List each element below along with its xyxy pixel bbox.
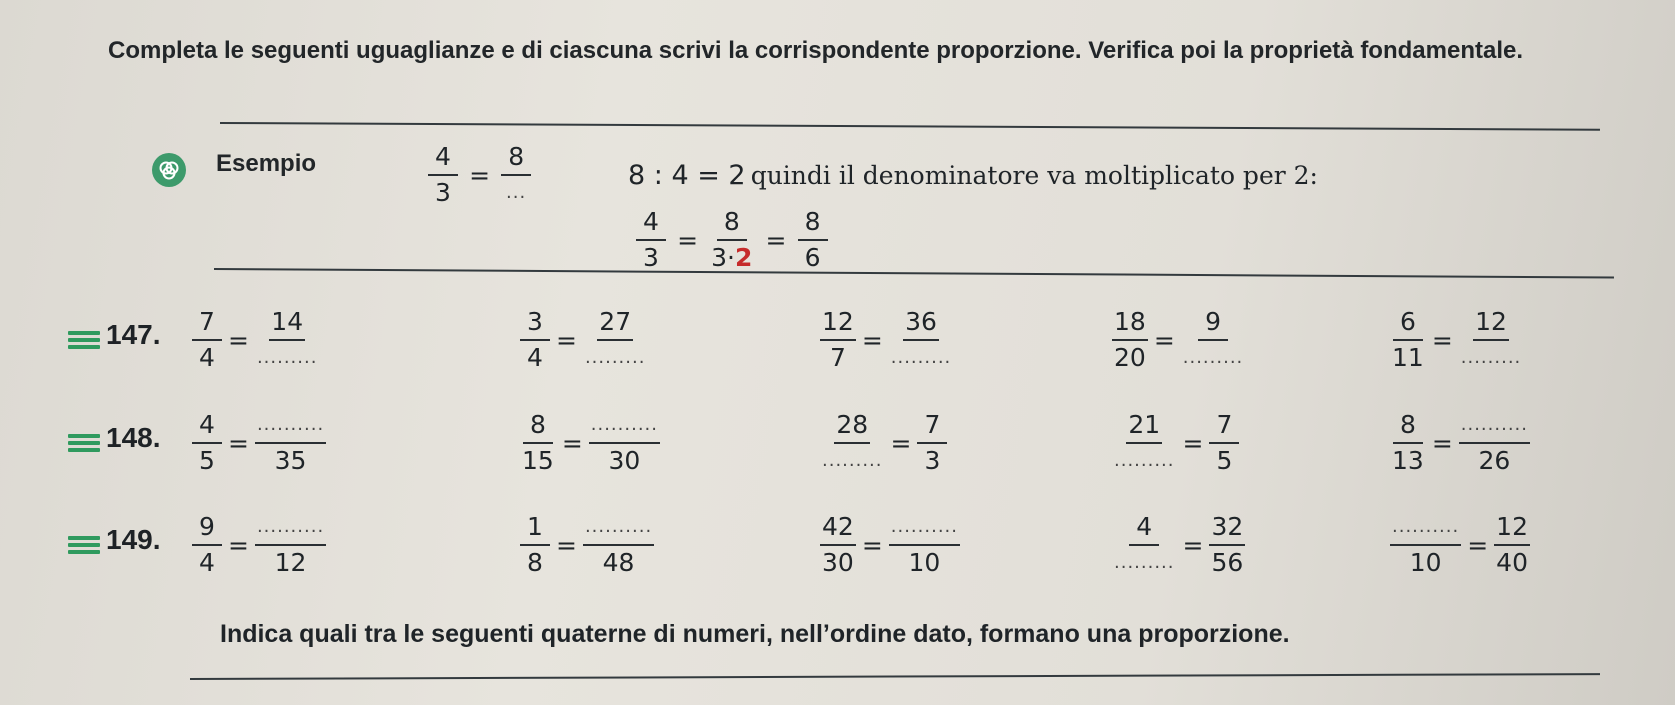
numerator: 21 bbox=[1126, 408, 1162, 444]
exercise-number-label bbox=[68, 524, 161, 556]
denominator: 3 bbox=[924, 446, 941, 475]
left-fraction bbox=[192, 305, 222, 375]
denominator: ......... bbox=[1114, 552, 1175, 573]
denominator: 15 bbox=[522, 446, 554, 475]
equation-item bbox=[520, 408, 660, 478]
right-fraction bbox=[889, 510, 960, 580]
numerator: 7 bbox=[917, 408, 947, 444]
left-fraction bbox=[520, 305, 550, 375]
denominator: 35 bbox=[274, 446, 307, 475]
numerator: 4 bbox=[192, 408, 222, 444]
step-fraction-3 bbox=[798, 205, 828, 275]
denominator: 20 bbox=[1114, 343, 1146, 372]
numerator: 1 bbox=[520, 510, 550, 546]
left-fraction bbox=[520, 510, 550, 580]
numerator: 18 bbox=[1112, 305, 1148, 341]
denominator-base: 3· bbox=[711, 243, 735, 272]
equation-item bbox=[820, 305, 953, 375]
equation-item bbox=[1112, 305, 1245, 375]
exercise-number: 147. bbox=[106, 319, 161, 350]
right-fraction bbox=[917, 408, 947, 478]
numerator: 9 bbox=[192, 510, 222, 546]
exercise-number-label bbox=[68, 422, 161, 454]
explanation-text: quindi il denominatore va moltiplicato per 2: bbox=[750, 161, 1318, 190]
equation-item bbox=[820, 510, 960, 580]
numerator: 7 bbox=[192, 305, 222, 341]
left-fraction bbox=[820, 305, 856, 375]
equals-sign: = bbox=[469, 160, 491, 190]
denominator: 30 bbox=[822, 548, 854, 577]
equals-sign: = bbox=[1182, 428, 1204, 458]
instructions: Completa le seguenti uguaglianze e di ciascuna scrivi la corrispondente proporzione. Verifica poi la proprietà fondamentale. bbox=[108, 37, 1524, 64]
numerator: .......... bbox=[255, 510, 326, 546]
left-fraction bbox=[192, 510, 222, 580]
right-fraction bbox=[583, 305, 648, 375]
equation-item bbox=[1390, 408, 1530, 478]
denominator: ......... bbox=[1114, 450, 1175, 471]
numerator: 8 bbox=[501, 140, 531, 176]
left-fraction bbox=[1390, 305, 1426, 375]
example-fraction-right bbox=[501, 140, 531, 210]
equals-sign: = bbox=[228, 428, 249, 458]
difficulty-lines-icon bbox=[68, 433, 100, 453]
left-fraction bbox=[520, 408, 556, 478]
equals-sign: = bbox=[1182, 530, 1204, 560]
denominator: 26 bbox=[1478, 446, 1511, 475]
numerator: 42 bbox=[820, 510, 856, 546]
denominator: 30 bbox=[608, 446, 641, 475]
numerator: .......... bbox=[1390, 510, 1461, 546]
exercise-number: 149. bbox=[106, 524, 161, 555]
top-rule bbox=[220, 122, 1600, 131]
numerator: .......... bbox=[589, 408, 660, 444]
equals-sign: = bbox=[556, 325, 577, 355]
equals-sign: = bbox=[1431, 325, 1453, 355]
equals-sign: = bbox=[561, 428, 583, 458]
denominator: 7 bbox=[829, 343, 846, 372]
example-label: Esempio bbox=[216, 150, 317, 177]
difficulty-lines-icon bbox=[68, 330, 100, 350]
equation-item bbox=[1390, 305, 1523, 375]
denominator: 56 bbox=[1211, 548, 1244, 577]
bottom-rule bbox=[190, 673, 1600, 680]
denominator: ......... bbox=[584, 347, 646, 368]
equation-item bbox=[192, 408, 326, 478]
numerator: 14 bbox=[269, 305, 305, 341]
denominator: ... bbox=[506, 182, 527, 203]
multiplier: 2 bbox=[735, 243, 753, 272]
numerator: 7 bbox=[1209, 408, 1239, 444]
equals-sign: = bbox=[1431, 428, 1453, 458]
left-fraction bbox=[1390, 510, 1461, 580]
equals-sign: = bbox=[765, 225, 787, 255]
equation-item bbox=[520, 305, 647, 375]
example-fraction-left bbox=[428, 140, 458, 210]
numerator: 8 bbox=[1393, 408, 1423, 444]
right-fraction bbox=[583, 510, 654, 580]
numerator: 36 bbox=[903, 305, 939, 341]
denominator: ......... bbox=[256, 347, 318, 368]
denominator: 12 bbox=[274, 548, 307, 577]
step-fraction-2 bbox=[709, 205, 754, 275]
explanation-calc: 8 : 4 = 2 bbox=[628, 160, 746, 191]
numerator: .......... bbox=[889, 510, 960, 546]
numerator: 8 bbox=[523, 408, 553, 444]
equation-item bbox=[192, 305, 319, 375]
numerator: 8 bbox=[798, 205, 828, 241]
equation-item bbox=[192, 510, 326, 580]
equals-sign: = bbox=[1153, 325, 1175, 355]
denominator: 4 bbox=[199, 343, 215, 372]
left-fraction bbox=[820, 510, 856, 580]
denominator: ......... bbox=[1460, 347, 1522, 368]
equation-item bbox=[1390, 510, 1530, 580]
denominator: 10 bbox=[908, 548, 941, 577]
example-bottom-rule bbox=[214, 268, 1614, 279]
numerator: 27 bbox=[597, 305, 633, 341]
example-steps bbox=[636, 205, 828, 275]
denominator: 5 bbox=[199, 446, 215, 475]
equals-sign: = bbox=[228, 325, 249, 355]
numerator: 3 bbox=[520, 305, 550, 341]
example-equation bbox=[428, 140, 531, 210]
left-fraction bbox=[1112, 510, 1177, 580]
numerator: .......... bbox=[1459, 408, 1530, 444]
equals-sign: = bbox=[556, 530, 577, 560]
left-fraction bbox=[1112, 305, 1148, 375]
numerator: 4 bbox=[1129, 510, 1159, 546]
right-fraction bbox=[1209, 408, 1239, 478]
right-fraction bbox=[1181, 305, 1246, 375]
denominator: ......... bbox=[822, 450, 883, 471]
right-fraction bbox=[589, 408, 660, 478]
right-fraction bbox=[1459, 305, 1524, 375]
equals-sign: = bbox=[677, 225, 699, 255]
equals-sign: = bbox=[890, 428, 912, 458]
equation-item bbox=[520, 510, 654, 580]
denominator: 13 bbox=[1392, 446, 1424, 475]
numerator: 28 bbox=[834, 408, 870, 444]
equation-item bbox=[1112, 408, 1239, 478]
denominator: 48 bbox=[602, 548, 635, 577]
exercise-number-label bbox=[68, 319, 161, 351]
denominator: ......... bbox=[890, 347, 952, 368]
right-fraction bbox=[889, 305, 954, 375]
right-fraction bbox=[1494, 510, 1530, 580]
numerator: .......... bbox=[583, 510, 654, 546]
right-fraction bbox=[255, 408, 326, 478]
numerator: 12 bbox=[1494, 510, 1530, 546]
right-fraction bbox=[255, 305, 320, 375]
left-fraction bbox=[820, 408, 885, 478]
numerator: 12 bbox=[820, 305, 856, 341]
denominator bbox=[709, 241, 754, 275]
numerator: 12 bbox=[1473, 305, 1509, 341]
equals-sign: = bbox=[228, 530, 249, 560]
right-fraction bbox=[1459, 408, 1530, 478]
left-fraction bbox=[1112, 408, 1177, 478]
right-fraction bbox=[1209, 510, 1245, 580]
left-fraction bbox=[192, 408, 222, 478]
numerator: 6 bbox=[1393, 305, 1423, 341]
numerator: 4 bbox=[428, 140, 458, 176]
exercise-number: 148. bbox=[106, 422, 161, 453]
denominator: 3 bbox=[643, 243, 659, 272]
denominator: 3 bbox=[435, 178, 451, 207]
example-badge-icon bbox=[152, 153, 186, 187]
bottom-instruction: Indica quali tra le seguenti quaterne di numeri, nell’ordine dato, formano una proporzione. bbox=[220, 620, 1290, 648]
denominator: 8 bbox=[527, 548, 543, 577]
numerator: 32 bbox=[1209, 510, 1245, 546]
denominator: 4 bbox=[199, 548, 215, 577]
equals-sign: = bbox=[861, 325, 883, 355]
denominator: 4 bbox=[527, 343, 543, 372]
denominator: 6 bbox=[804, 243, 821, 272]
denominator: ......... bbox=[1182, 347, 1244, 368]
numerator: 8 bbox=[717, 205, 747, 241]
denominator: 10 bbox=[1409, 548, 1442, 577]
denominator: 11 bbox=[1392, 343, 1424, 372]
step-fraction-1 bbox=[636, 205, 666, 275]
equation-item bbox=[820, 408, 947, 478]
example-explanation bbox=[628, 160, 1318, 191]
denominator: 5 bbox=[1216, 446, 1233, 475]
numerator: 4 bbox=[636, 205, 666, 241]
numerator: .......... bbox=[255, 408, 326, 444]
denominator: 40 bbox=[1496, 548, 1528, 577]
equals-sign: = bbox=[861, 530, 883, 560]
left-fraction bbox=[1390, 408, 1426, 478]
numerator: 9 bbox=[1198, 305, 1228, 341]
right-fraction bbox=[255, 510, 326, 580]
equation-item bbox=[1112, 510, 1245, 580]
difficulty-lines-icon bbox=[68, 535, 100, 555]
equals-sign: = bbox=[1467, 530, 1489, 560]
